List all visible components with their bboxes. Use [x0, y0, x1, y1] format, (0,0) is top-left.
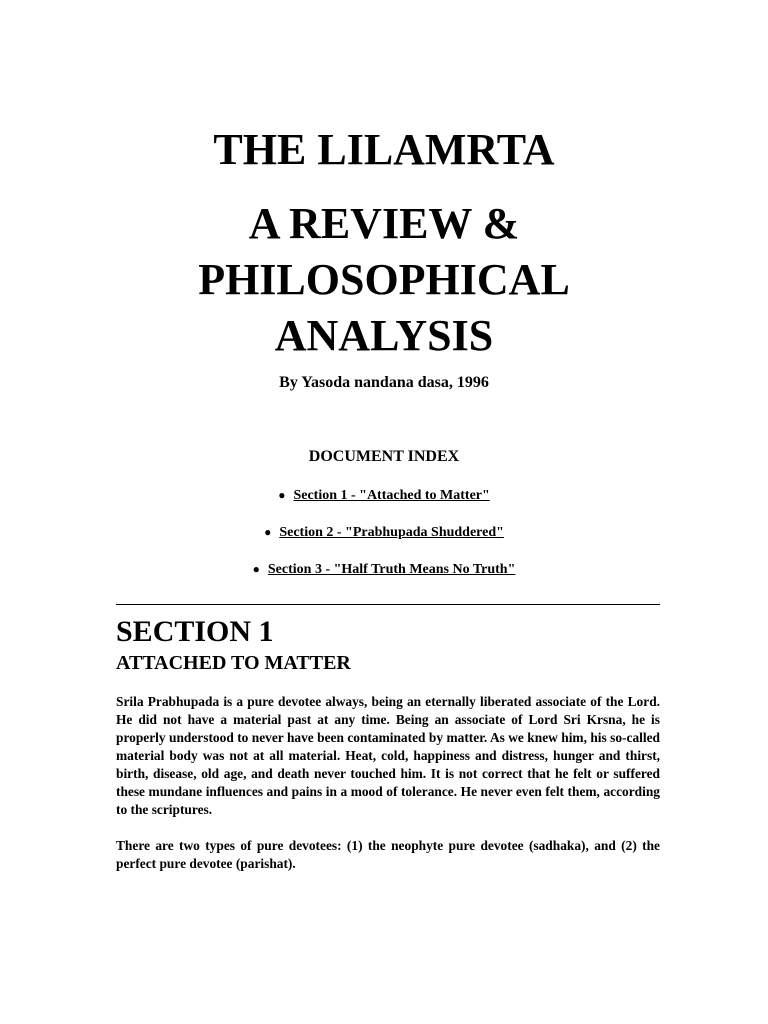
section-2-link[interactable]: Section 2 - "Prabhupada Shuddered"	[279, 525, 504, 540]
index-item-section-2	[0, 523, 768, 542]
document-subtitle	[0, 196, 768, 364]
section-1-link[interactable]: Section 1 - "Attached to Matter"	[293, 488, 490, 503]
subtitle-line-3: ANALYSIS	[274, 311, 494, 360]
bullet-icon: ●	[252, 562, 260, 576]
subtitle-line-2: PHILOSOPHICAL	[198, 255, 570, 304]
bullet-icon: ●	[278, 488, 286, 502]
document-index-heading: DOCUMENT INDEX	[308, 448, 460, 465]
bullet-icon: ●	[264, 525, 272, 539]
subtitle-line-1: A REVIEW &	[248, 199, 520, 248]
index-item-section-1	[0, 486, 768, 505]
body-paragraph: Srila Prabhupada is a pure devotee always, being an eternally liberated associate of the Lord. He did not have a material past at any time. Being an associate of Lord Sri Krsna, he is properly understood to never have been contaminated by matter. As we knew him, his so-called material body was not at all material. Heat, cold, happiness and distress, hunger and thirst, birth, disease, old age, and death never touched him. It is not correct that he felt or suffered these mundane influences and pains in a mood of tolerance. He never even felt them, according to the scriptures.	[116, 694, 660, 817]
body-paragraph: There are two types of pure devotees: (1) the neophyte pure devotee (sadhaka), and (2) the perfect pure devotee (parishat).	[116, 838, 660, 871]
section-subtitle: ATTACHED TO MATTER	[116, 652, 351, 674]
section-3-link[interactable]: Section 3 - "Half Truth Means No Truth"	[267, 562, 516, 577]
index-item-section-3	[0, 560, 768, 579]
section-title: SECTION 1	[116, 615, 274, 648]
horizontal-rule	[116, 604, 660, 605]
author-byline: By Yasoda nandana dasa, 1996	[279, 374, 489, 391]
document-title: THE LILAMRTA	[213, 125, 555, 174]
